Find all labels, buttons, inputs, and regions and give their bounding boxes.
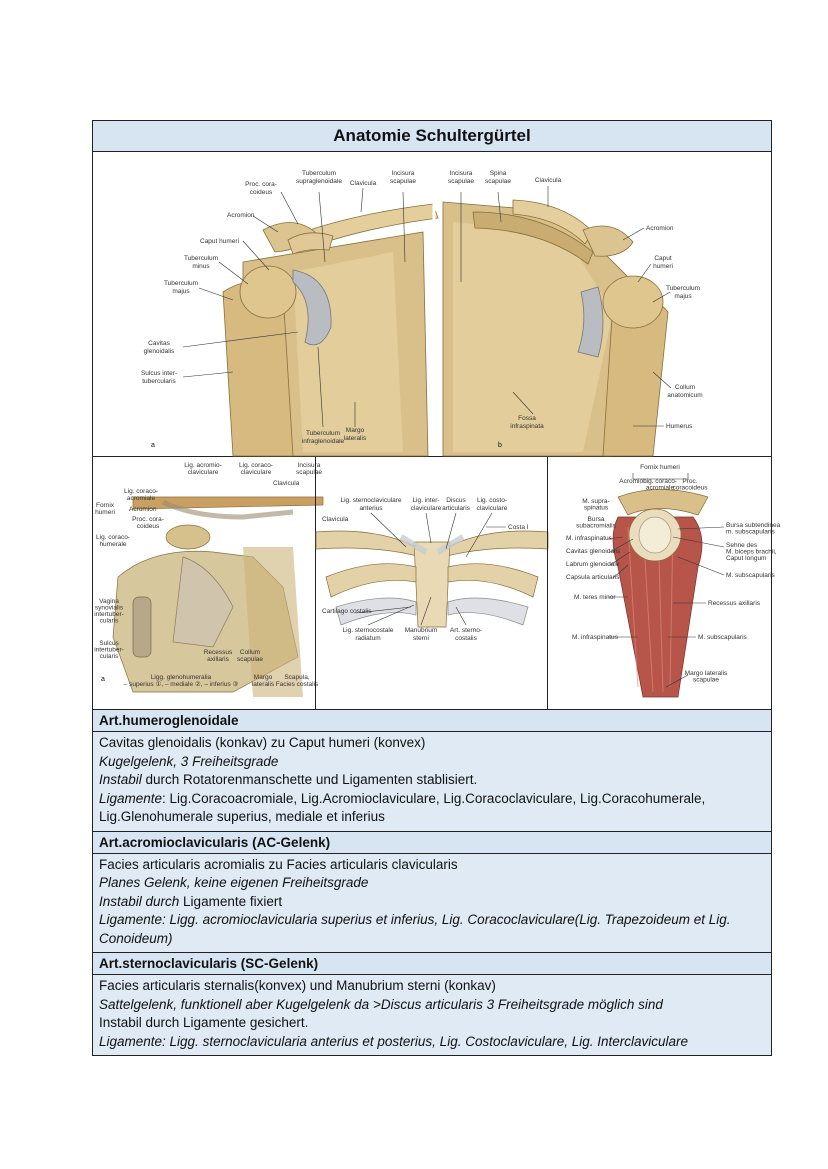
- svg-text:Margolateralis: Margo lateralis: [343, 427, 367, 442]
- svg-text:Incisurascapulae: Incisura scapulae: [447, 170, 475, 185]
- label-caput-humeri-b: Caput: [654, 255, 672, 262]
- label-tuberculum-infraglenoidale: Tuberculum: [305, 430, 341, 437]
- section-line: [99, 1014, 765, 1033]
- svg-text:Lig. sternoclaviculareanterius: Lig. sternoclaviculare anterius: [340, 497, 402, 512]
- figure-row-bottom: [93, 457, 781, 710]
- label-tuberculum-supraglenoidale: Tuberculum: [301, 170, 337, 177]
- label-bursa-subacromialis: Bursa: [587, 516, 605, 523]
- label-lig-coracohumerale: Lig. coraco-: [96, 534, 130, 541]
- svg-text:Art. sterno-costalis: Art. sterno-costalis: [449, 627, 483, 642]
- label-clavicula-c: Clavicula: [273, 480, 300, 487]
- label-capsula-articularis: Capsula articularis: [566, 574, 620, 581]
- label-cavitas-glenoidalis-e: Cavitas glenoidalis: [566, 548, 621, 555]
- svg-text:Bursa subtendineam. subscapula: Bursa subtendinea m. subscapularis: [726, 522, 781, 536]
- label-lig-coracoacromiale-c: Lig. coraco-: [124, 488, 158, 495]
- label-discus-articularis: Discus: [446, 497, 466, 504]
- label-humerus: Humerus: [666, 423, 693, 430]
- svg-text:Collumscapulae: Collum scapulae: [236, 649, 264, 663]
- label-proc-coracoideus: Proc. cora-: [245, 181, 277, 188]
- svg-text:Caputhumeri: Caput humeri: [653, 255, 673, 270]
- figure-ligaments-cell: [93, 457, 323, 709]
- label-sulcus-intertubercularis-a: Sulcus inter-: [140, 370, 178, 377]
- figure-ligaments-labels: [93, 457, 323, 709]
- label-bursa-subtendinea: Bursa subtendinea: [726, 522, 781, 529]
- section-line: [99, 996, 765, 1015]
- sections-container: [93, 710, 771, 1055]
- figure-anterior-posterior-svg: [93, 152, 770, 456]
- section-body: [93, 975, 771, 1055]
- label-clavicula-b: Clavicula: [534, 177, 562, 184]
- figure-sternoclavicular-labels: [316, 457, 548, 709]
- label-incisura-scapulae-a: Incisura: [391, 170, 415, 177]
- section-heading: Art.sternoclavicularis (SC-Gelenk): [93, 952, 771, 975]
- section-line: [99, 771, 765, 790]
- svg-text:Lig. sternocostaleradiatum: Lig. sternocostale radiatum: [342, 627, 394, 642]
- figure-a-illustration: [151, 204, 438, 456]
- label-m-subscapularis-upper: M. subscapularis: [726, 572, 775, 579]
- figure-c-letter: a: [101, 676, 105, 683]
- section-text: Kugelgelenk, 3 Freiheitsgrade: [99, 753, 279, 769]
- svg-text:Proc.coracoideus: Proc. coracoideus: [672, 478, 708, 492]
- label-m-teres-minor: M. teres minor: [574, 594, 616, 601]
- label-margo-lateralis-scapulae: Margo lateralis: [684, 670, 728, 677]
- label-margo-lateralis-c: Margo: [253, 674, 273, 681]
- label-manubrium-sterni: Manubrium: [404, 627, 438, 634]
- section-body: [93, 854, 771, 953]
- section-line: [99, 911, 765, 948]
- label-acromion-e: Acromion: [619, 478, 647, 485]
- svg-text:Margo lateralisscapulae: Margo lateralis scapulae: [684, 670, 728, 684]
- section-line: [99, 790, 765, 827]
- label-spina-scapulae: Spina: [489, 170, 507, 177]
- label-sehne-biceps: Sehne des: [726, 542, 758, 549]
- svg-text:Collumanatomicum: Collum anatomicum: [667, 384, 703, 399]
- label-costa-i: Costa I: [508, 524, 529, 531]
- page-title: Anatomie Schultergürtel: [93, 121, 771, 152]
- label-fornix-humeri-e: Fornix humeri: [640, 464, 680, 471]
- section-heading: Art.acromioclavicularis (AC-Gelenk): [93, 831, 771, 854]
- svg-text:Fornixhumeri: Fornix humeri: [95, 502, 115, 516]
- section-text: Ligamente: Ligg. acromioclavicularia superius et inferius, Lig. Coracoclaviculare(Lig. Trapezoideum et Lig. Conoideum): [99, 912, 731, 946]
- svg-text:Sehne desM. biceps brachii,Cap: Sehne des M. biceps brachii, Caput longum: [726, 542, 777, 562]
- svg-text:Vaginasynovialisintertuber-cul: Vagina synovialis intertuber-cularis: [94, 598, 124, 625]
- section-line: [99, 977, 765, 996]
- label-scapula-facies-costalis: Scapula,: [284, 674, 310, 681]
- svg-text:Sulcus inter-tubercularis: Sulcus inter-tubercularis: [140, 370, 178, 385]
- svg-text:Tuberculumsupraglenoidale: Tuberculum supraglenoidale: [296, 170, 342, 185]
- label-incisura-scapulae-b: Incisura: [449, 170, 473, 177]
- section-text: Instabil durch: [99, 893, 180, 909]
- figure-a-letter: a: [151, 442, 155, 449]
- section-text: Cavitas glenoidalis (konkav) zu Caput humeri (konvex): [99, 735, 426, 750]
- label-lig-sternoclaviculare-anterius: Lig. sternoclaviculare: [340, 497, 402, 504]
- figure-b-illustration: [443, 200, 668, 456]
- label-m-infraspinatus-upper: M. infraspinatus: [566, 535, 612, 542]
- section-text: Facies articularis sternalis(konvex) und Manubrium sterni (konkav): [99, 978, 496, 993]
- svg-text:Tuberculuminfraglenoidale: Tuberculum infraglenoidale: [301, 430, 345, 445]
- svg-text:Bursasubacromialis: Bursa subacromialis: [576, 516, 616, 530]
- svg-text:Discusarticularis: Discus articularis: [442, 497, 470, 512]
- label-tuberculum-majus-b: Tuberculum: [665, 285, 701, 292]
- svg-text:Recessusaxillaris: Recessus axillaris: [203, 649, 233, 663]
- label-m-infraspinatus-lower: M. infraspinatus: [572, 634, 618, 641]
- label-caput-humeri-a: Caput humeri: [200, 238, 240, 245]
- label-lig-coracoclaviculare: Lig. coraco-: [239, 462, 273, 469]
- section-text: Ligamente: [99, 790, 163, 806]
- label-collum-anatomicum: Collum: [674, 384, 696, 391]
- label-proc-coracoideus-c: Proc. cora-: [132, 516, 164, 523]
- svg-text:Spinascapulae: Spina scapulae: [484, 170, 512, 185]
- svg-text:Lig. inter-claviculare: Lig. inter-claviculare: [410, 497, 442, 512]
- svg-text:M. supra-spinatus: M. supra-spinatus: [582, 498, 610, 512]
- section-line: [99, 734, 765, 753]
- svg-text:Proc. cora-coideus: Proc. cora-coideus: [132, 516, 164, 530]
- figure-muscles-labels: [548, 457, 781, 709]
- label-m-supraspinatus: M. supra-: [582, 498, 610, 505]
- label-acromion-c: Acromion: [129, 506, 157, 513]
- svg-text:Incisurascapulae: Incisura scapulae: [295, 462, 323, 476]
- svg-text:Lig. coraco-acromiale: Lig. coraco-acromiale: [124, 488, 158, 502]
- label-recessus-axillaris-e: Recessus axillaris: [708, 600, 761, 607]
- section-line: [99, 893, 765, 912]
- section-text: Facies articularis acromialis zu Facies articularis clavicularis: [99, 856, 458, 872]
- svg-text:Proc. cora-coideus: Proc. cora-coideus: [245, 181, 277, 196]
- label-cartilago-costalis: Cartilago costalis: [322, 608, 372, 615]
- label-sulcus-intertubercularis-c: Sulcus: [99, 640, 119, 647]
- section-text: Instabil durch Ligamente gesichert.: [99, 1015, 309, 1030]
- label-clavicula-a: Clavicula: [349, 180, 377, 187]
- svg-text:Tuberculumminus: Tuberculum minus: [183, 255, 219, 270]
- svg-text:Sulcusintertuber-cularis: Sulcus intertuber-cularis: [94, 640, 124, 660]
- section-text: Ligamente fixiert: [179, 893, 283, 909]
- figure-muscles-cell: [547, 457, 781, 709]
- section-text: Instabil: [99, 772, 142, 787]
- label-labrum-glenoidale: Labrum glenoidale: [566, 561, 620, 568]
- label-cavitas-glenoidalis-a: Cavitas: [148, 340, 170, 347]
- label-collum-scapulae: Collum: [239, 649, 261, 656]
- label-margo-lateralis-a: Margo: [345, 427, 365, 434]
- section-text: Sattelgelenk, funktionell aber Kugelgelenk da >Discus articularis 3 Freiheitsgrade möglich sind: [99, 996, 663, 1012]
- svg-text:Lig. coraco-claviculare: Lig. coraco-claviculare: [239, 462, 273, 476]
- section-heading: Art.humeroglenoidale: [93, 710, 771, 732]
- label-m-subscapularis-lower: M. subscapularis: [698, 634, 747, 641]
- label-lig-acromioclaviculare: Lig. acromio-: [184, 462, 222, 469]
- svg-text:Incisurascapulae: Incisura scapulae: [389, 170, 417, 185]
- figure-row-top: [93, 152, 771, 457]
- label-incisura-scapulae-c: Incisura: [297, 462, 321, 469]
- label-proc-coracoideus-e: Proc.: [682, 478, 698, 485]
- figure-sternoclavicular-cell: [315, 457, 547, 709]
- section-text: Planes Gelenk, keine eigenen Freiheitsgrade: [99, 875, 369, 890]
- svg-text:Scapula,Facies costalis: Scapula, Facies costalis: [275, 674, 319, 688]
- label-tuberculum-minus: Tuberculum: [183, 255, 219, 262]
- label-vagina-synovialis: Vagina: [99, 598, 119, 605]
- label-art-sternocostalis: Art. sterno-: [449, 627, 483, 634]
- label-recessus-axillaris-c: Recessus: [203, 649, 233, 656]
- section-text: durch Rotatorenmanschette und Ligamenten stablisiert.: [141, 772, 478, 787]
- label-lig-interclaviculare: Lig. inter-: [412, 497, 440, 504]
- svg-text:Lig. costo-claviculare: Lig. costo-claviculare: [476, 497, 508, 512]
- label-lig-costoclaviculare: Lig. costo-: [477, 497, 507, 504]
- svg-text:Lig. coraco-acromiale: Lig. coraco-acromiale: [643, 478, 677, 492]
- svg-text:Cavitasglenoidalis: Cavitas glenoidalis: [143, 340, 175, 355]
- svg-text:Tuberculummajus: Tuberculum majus: [163, 280, 199, 295]
- svg-text:Tuberculummajus: Tuberculum majus: [665, 285, 701, 300]
- svg-text:Lig. coraco-humerale: Lig. coraco-humerale: [96, 534, 130, 548]
- label-fornix-humeri-c: Fornix: [95, 502, 115, 509]
- svg-text:Fossainfraspinata: Fossa infraspinata: [510, 415, 544, 430]
- section-text: Ligamente: Ligg. sternoclavicularia anterius et posterius, Lig. Costoclaviculare, Lig. Interclaviculare: [99, 1033, 689, 1049]
- section-body: [93, 732, 771, 831]
- label-lig-sternocostale-radiatum: Lig. sternocostale: [342, 627, 394, 634]
- figure-b-letter: b: [498, 442, 502, 449]
- section-text: : Lig.Coracoacromiale, Lig.Acromioclaviculare, Lig.Coracoclaviculare, Lig.Coracohumerale, Lig.Glenohumerale superius, mediale et inferius: [99, 790, 706, 824]
- svg-text:Ligg. glenohumeralia– superius: Ligg. glenohumeralia – superius ①, – mediale ②, – inferius ③: [123, 674, 239, 688]
- label-lig-coracoacromiale-e: Lig. coraco-: [643, 478, 677, 485]
- svg-text:Manubriumsterni: Manubrium sterni: [404, 627, 438, 642]
- section-line: [99, 874, 765, 893]
- label-clavicula-d: Clavicula: [322, 516, 349, 523]
- section-line: [99, 856, 765, 875]
- svg-text:Margolateralis: Margo lateralis: [251, 674, 275, 688]
- svg-text:Lig. acromio-claviculare: Lig. acromio-claviculare: [184, 462, 222, 476]
- section-line: [99, 1033, 765, 1052]
- label-tuberculum-majus-a: Tuberculum: [163, 280, 199, 287]
- label-acromion-a: Acromion: [227, 212, 255, 219]
- label-fossa-infraspinata: Fossa: [518, 415, 536, 422]
- section-line: [99, 753, 765, 772]
- document-sheet: [92, 120, 781, 1056]
- label-acromion-b: Acromion: [646, 225, 674, 232]
- label-ligg-glenohumeralia: Ligg. glenohumeralia: [150, 674, 212, 681]
